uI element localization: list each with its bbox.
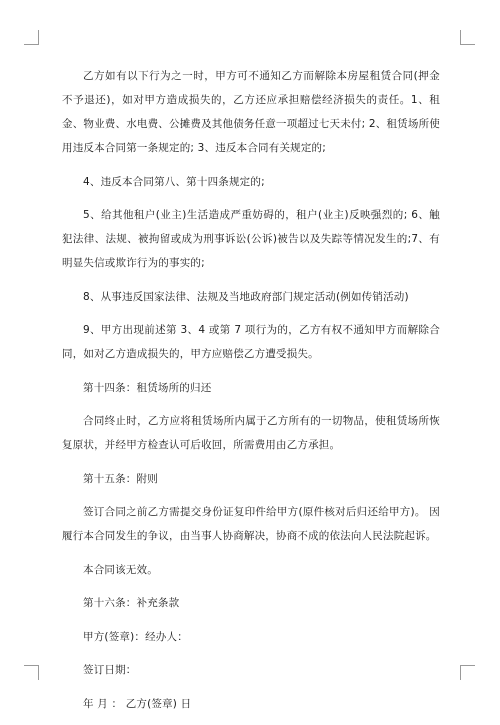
article-15-heading: 第十五条：附则 (83, 472, 158, 485)
paragraph-item-4: 4、违反本合同第八、第十四条规定的; (83, 175, 265, 188)
paragraph-items-5-7: 5、给其他租户(业主)生活造成严重妨碍的，租户(业主)反映强烈的; 6、触犯法律、法规、被拘留或成为刑事诉讼(公诉)被告以及失踪等情况发生的;7、有明显失信或欺诈行为的事实的; (62, 209, 440, 269)
paragraph-item-8: 8、从事违反国家法律、法规及当地政府部门规定活动(例如传销活动) (83, 290, 409, 303)
party-a-signature-line: 甲方(签章)：经办人： (83, 630, 188, 643)
paragraph-premises-return: 合同终止时，乙方应将租赁场所内属于乙方所有的一切物品，使租赁场所恢复原状，并经甲方检查认可后收回，所需费用由乙方承担。 (62, 415, 440, 451)
paragraph-invalid: 本合同该无效。 (83, 563, 158, 576)
crop-mark-top-left (24, 30, 39, 45)
crop-mark-top-right (460, 30, 475, 45)
crop-mark-bottom-right (460, 665, 475, 680)
article-16-heading: 第十六条：补充条款 (83, 597, 180, 609)
paragraph-termination-by-landlord: 乙方如有以下行为之一时，甲方可不通知乙方而解除本房屋租赁合同(押金不予退还)，如对甲方造成损失的，乙方还应承担赔偿经济损失的责任。1、租金、物业费、水电费、公摊费及其他债务任意一项超过七天未付; 2、租赁场所使用违反本合同第一条规定的; 3、违反本合同有关规定的; (62, 70, 440, 154)
party-b-signature-line: 年 月 ： 乙方(签章) 日 (83, 697, 192, 710)
paragraph-item-9: 9、甲方出现前述第 3、4 或第 7 项行为的，乙方有权不通知甲方而解除合同，如对乙方造成损失的，甲方应赔偿乙方遭受损失。 (62, 324, 440, 360)
article-14-heading: 第十四条：租赁场所的归还 (83, 381, 212, 394)
paragraph-supplementary-rules: 签订合同之前乙方需提交身份证复印件给甲方(原件核对后归还给甲方)。 因履行本合同发生的争议，由当事人协商解决，协商不成的依法向人民法院起诉。 (62, 506, 440, 542)
crop-mark-bottom-left (24, 665, 39, 680)
document-body (62, 64, 440, 725)
signing-date-line: 签订日期： (83, 664, 137, 676)
